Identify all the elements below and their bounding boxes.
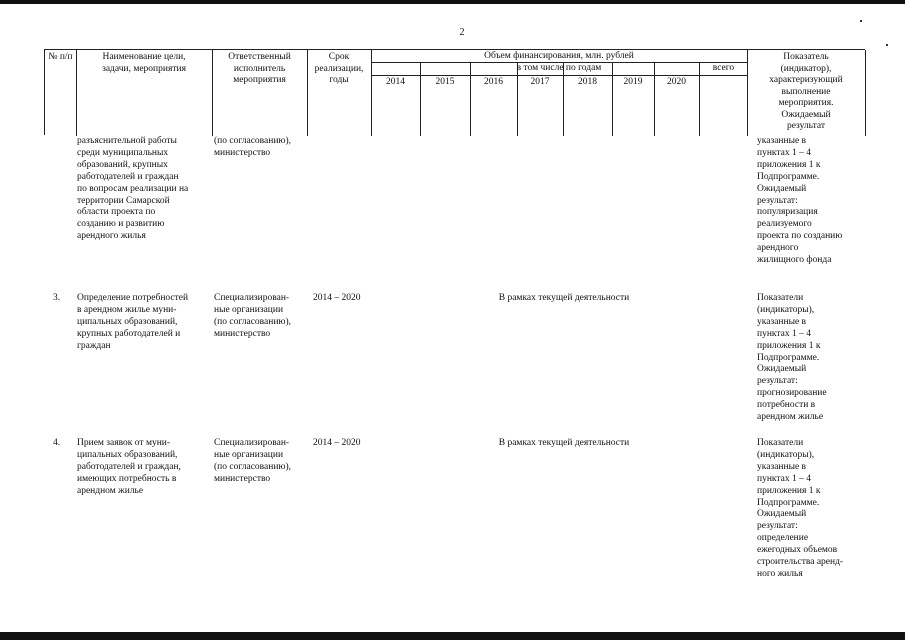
row-term: 2014 – 2020 [313, 293, 361, 303]
header-num: № п/п [48, 52, 73, 62]
header-year: 2016 [484, 77, 503, 87]
scan-bottom-edge [0, 632, 905, 640]
page-number: 2 [459, 27, 465, 38]
scan-speck [860, 20, 862, 22]
header-funding: Объем финансирования, млн. рублей [484, 51, 634, 61]
scan-speck [886, 44, 888, 46]
header-year: 2015 [435, 77, 455, 87]
row-indicator: Показатели (индикаторы), указанные в пунктах 1 – 4 приложения 1 к Подпрограмме. Ожидаемый результат: прогнозирование потребности в арендном жилье [757, 293, 827, 423]
row-name: Определение потребностей в арендном жилье муни- ципальных образований, крупных работодателей и граждан [77, 293, 189, 351]
header-by-years: в том числе по годам [516, 63, 602, 73]
header-indicator: Показатель (индикатор), характеризующий выполнение мероприятия. Ожидаемый результат [769, 52, 843, 131]
row-number: 3. [53, 293, 61, 303]
scan-top-edge [0, 0, 905, 4]
table-header [44, 49, 865, 135]
header-total: всего [712, 63, 735, 73]
row-funding: В рамках текущей деятельности [498, 293, 630, 303]
header-year: 2014 [386, 77, 405, 87]
header-year: 2019 [623, 77, 643, 87]
header-year: 2017 [530, 77, 550, 87]
row-executor: Специализирован- ные организации (по согласованию), министерство [214, 293, 292, 339]
row-name: разъяснительной работы среди муниципальных образований, крупных работодателей и граждан по вопросам реализации на территории Самарской области проекта по созданию и развитию арендного жилья [77, 136, 189, 242]
row-executor: Специализирован- ные организации (по согласованию), министерство [214, 438, 292, 484]
row-term: 2014 – 2020 [313, 438, 361, 448]
row-executor: (по согласованию), министерство [214, 136, 292, 158]
header-year: 2018 [578, 77, 597, 87]
header-term: Срок реализации, годы [314, 52, 364, 85]
table-body [44, 135, 865, 615]
row-name: Прием заявок от муни- ципальных образований, работодателей и граждан, имеющих потребность в арендном жилье [77, 438, 181, 496]
row-number: 4. [53, 438, 61, 448]
row-indicator: указанные в пунктах 1 – 4 приложения 1 к Подпрограмме. Ожидаемый результат: популяризация реализуемого проекта по созданию арендного жилищного фонда [757, 136, 843, 266]
header-executor: Ответственный исполнитель мероприятия [228, 52, 291, 85]
header-year: 2020 [667, 77, 686, 87]
row-funding: В рамках текущей деятельности [498, 438, 630, 448]
row-indicator: Показатели (индикаторы), указанные в пунктах 1 – 4 приложения 1 к Подпрограмме. Ожидаемый результат: определение ежегодных объемов строительства аренд- ного жилья [757, 438, 844, 579]
header-name: Наименование цели, задачи, мероприятия [102, 52, 186, 74]
